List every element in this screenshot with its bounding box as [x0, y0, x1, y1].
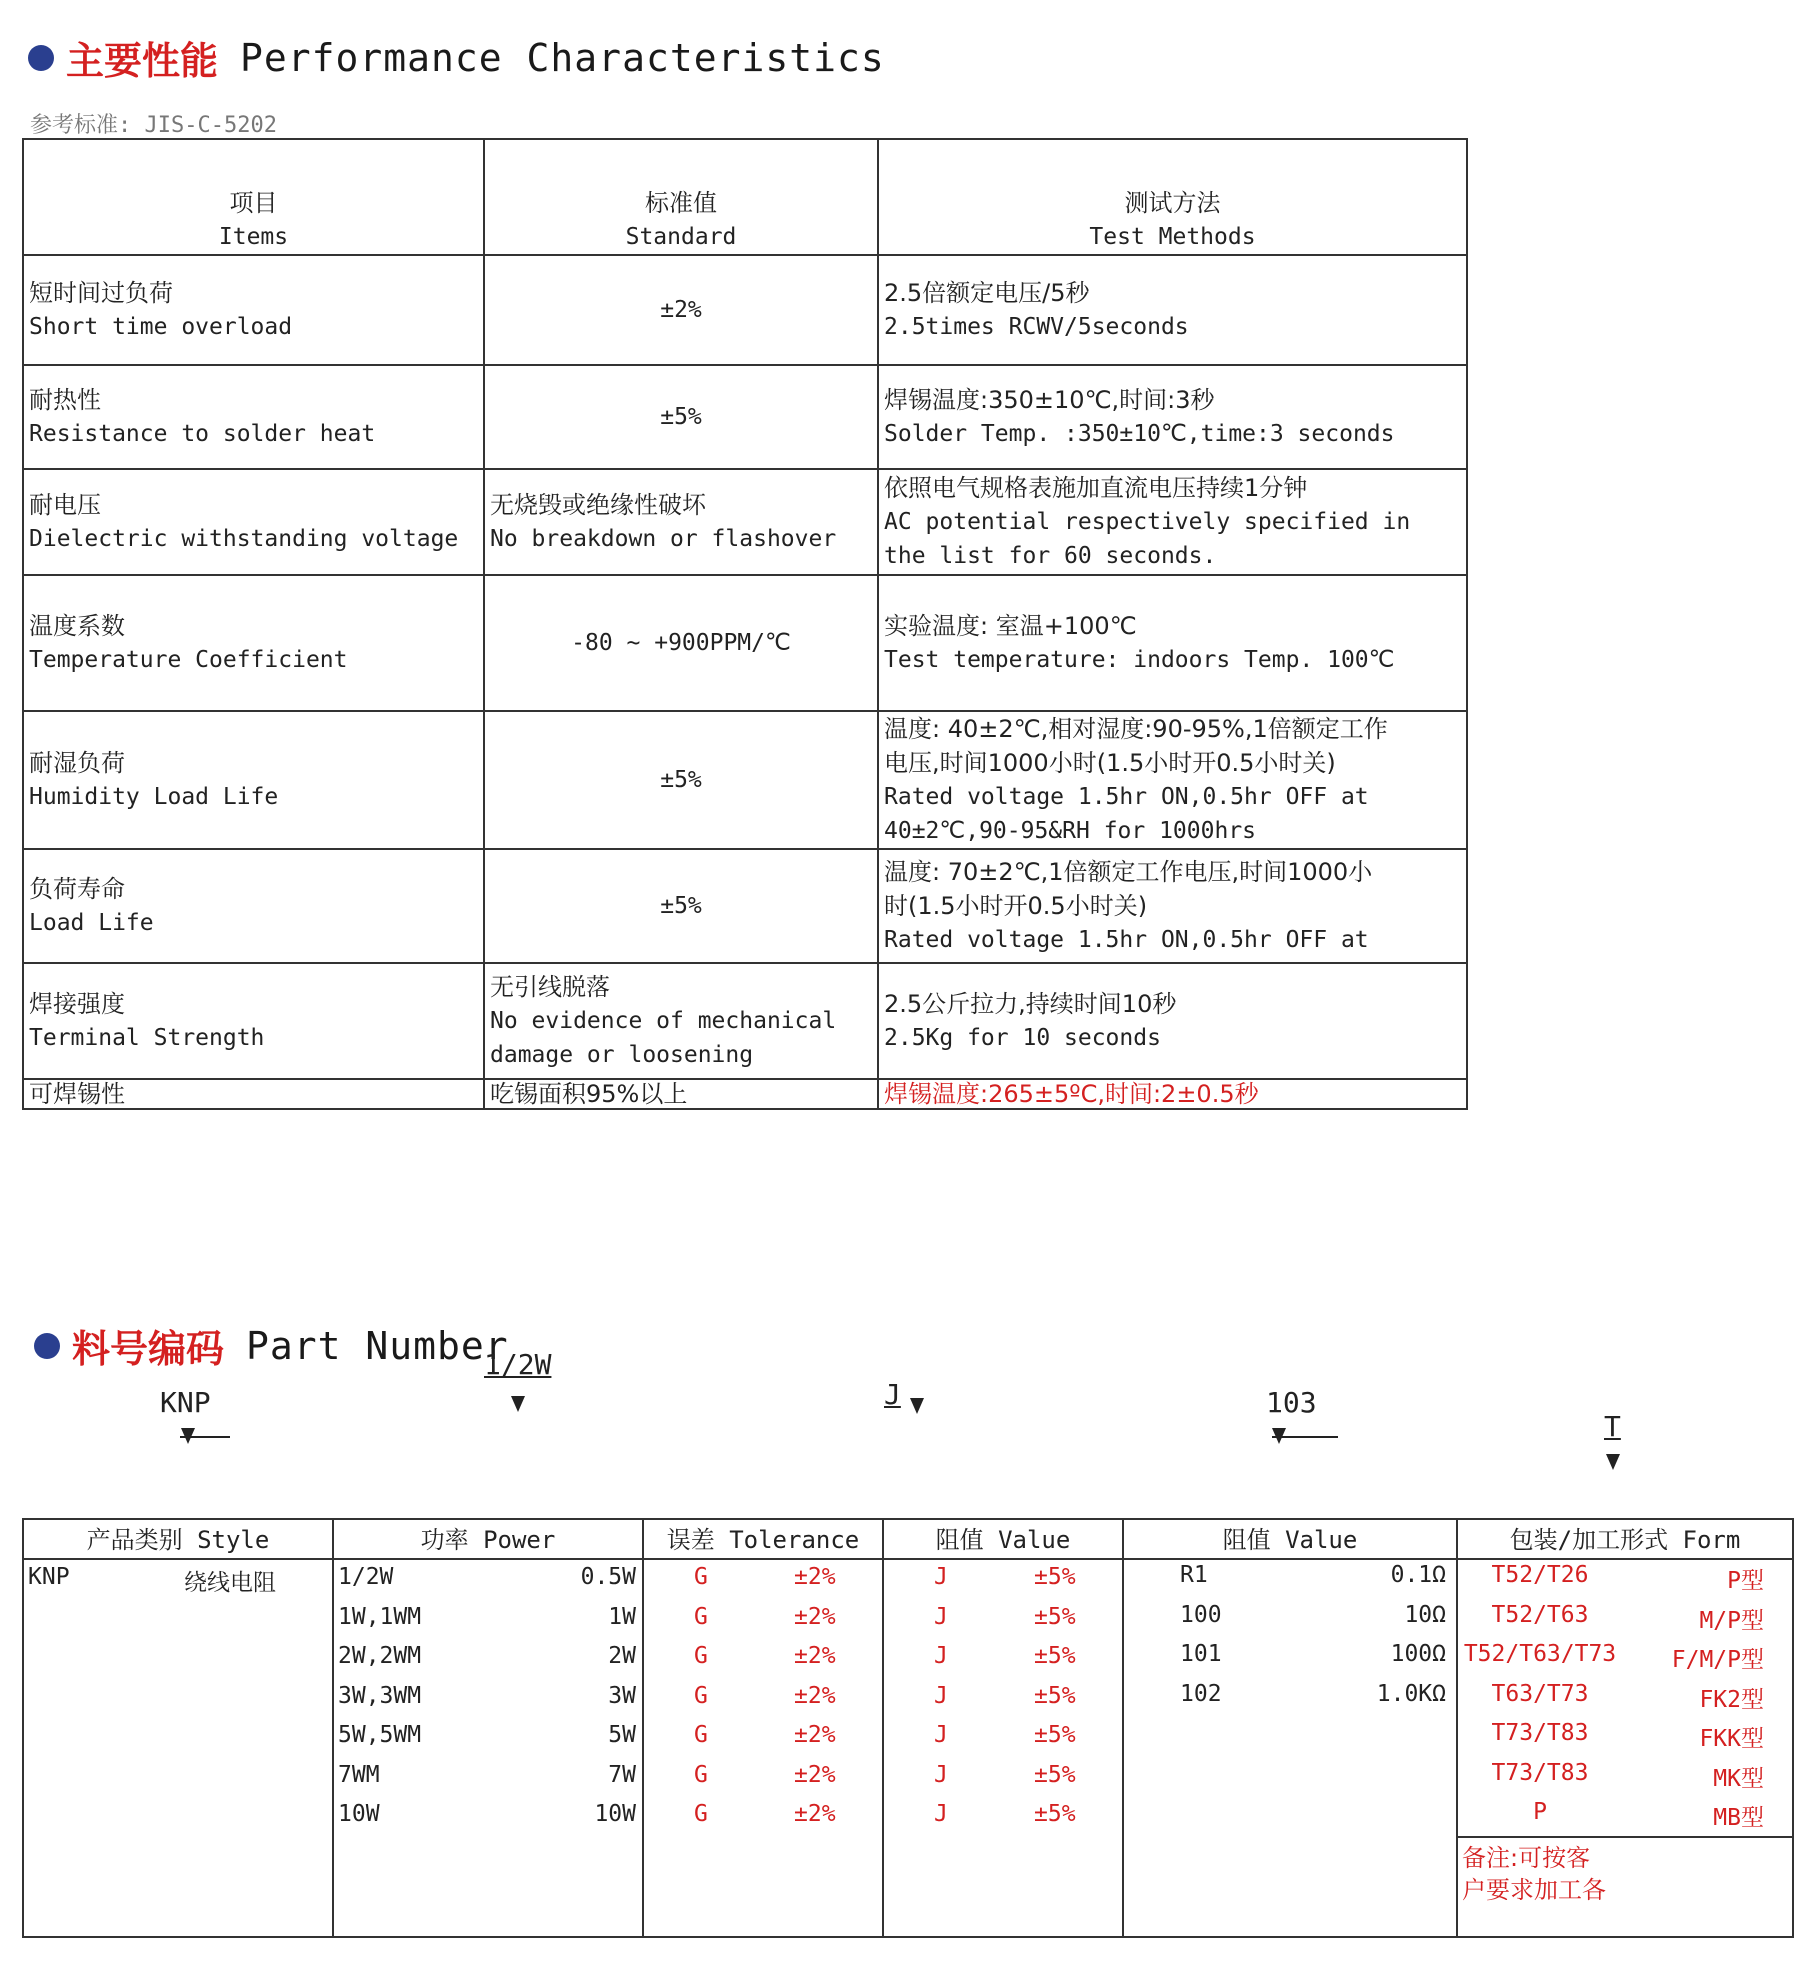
test-method-line: 电压,时间1000小时(1.5小时开0.5小时关)	[884, 749, 1336, 777]
style-header: 产品类别 Style	[24, 1520, 332, 1560]
header-test-methods	[878, 139, 1467, 255]
power-header: 功率 Power	[334, 1520, 642, 1560]
table-header-row	[23, 139, 1467, 255]
header-test-methods-en: Test Methods	[1089, 224, 1256, 250]
tolerance-code: G	[694, 1722, 708, 1748]
standard-cell	[484, 575, 878, 711]
test-method-line: 焊锡温度:265±5ºC,时间:2±0.5秒	[884, 1080, 1259, 1108]
style-code: KNP	[28, 1564, 70, 1590]
code-style-line	[180, 1436, 230, 1438]
test-method-line: Solder Temp. :350±10℃,time:3 seconds	[884, 421, 1395, 447]
test-method-line: 40±2℃,90-95&RH for 1000hrs	[884, 818, 1257, 844]
standard-cell	[484, 469, 878, 575]
item-name-en: Temperature Coefficient	[29, 647, 348, 673]
item-cell	[23, 575, 484, 711]
value-code: 101	[1180, 1641, 1222, 1667]
perf-title-cn: 主要性能	[66, 39, 219, 83]
standard-value: damage or loosening	[490, 1042, 754, 1068]
tolerance-value-header: 阻值 Value	[884, 1520, 1122, 1560]
test-method-line: Test temperature: indoors Temp. 100℃	[884, 647, 1395, 673]
test-method-line: Rated voltage 1.5hr ON,0.5hr OFF at	[884, 927, 1369, 953]
standard-value: 无烧毁或绝缘性破坏	[490, 491, 706, 519]
style-name: 绕线电阻	[184, 1570, 276, 1596]
item-cell	[23, 711, 484, 849]
tolerance-value: ±2%	[794, 1643, 836, 1669]
tolerance-value: ±2%	[794, 1761, 836, 1788]
code-form: T	[1604, 1410, 1621, 1443]
standard-value: 无引线脱落	[490, 973, 610, 1001]
item-name-en: Load Life	[29, 910, 154, 936]
header-items	[23, 139, 484, 255]
test-method-cell	[878, 575, 1467, 711]
item-name-cn: 短时间过负荷	[29, 279, 173, 307]
standard-cell	[484, 1079, 878, 1109]
code-value: 103	[1266, 1386, 1317, 1419]
test-method-cell	[878, 963, 1467, 1079]
tolerance2-code: J	[934, 1761, 948, 1788]
perf-section-title	[28, 30, 885, 85]
form-header: 包装/加工形式 Form	[1458, 1520, 1792, 1560]
table-row	[23, 365, 1467, 469]
power-value: 3W	[608, 1682, 636, 1709]
header-items-en: Items	[218, 224, 289, 250]
col-divider	[24, 1520, 334, 1936]
test-method-line: 2.5Kg for 10 seconds	[884, 1025, 1161, 1051]
standard-cell	[484, 711, 878, 849]
item-cell	[23, 963, 484, 1079]
col-divider	[882, 1520, 1124, 1936]
test-method-line: 温度: 70±2℃,1倍额定工作电压,时间1000小	[884, 858, 1373, 886]
value-ohms: 10Ω	[1404, 1601, 1446, 1628]
power-code: 3W,3WM	[338, 1682, 422, 1709]
power-code: 1/2W	[338, 1564, 394, 1590]
test-method-cell	[878, 469, 1467, 575]
tolerance-code: G	[694, 1643, 708, 1669]
test-method-line: 依照电气规格表施加直流电压持续1分钟	[884, 474, 1308, 502]
standard-value: ±5%	[660, 767, 702, 793]
value-code: 100	[1180, 1601, 1222, 1628]
arrow-down-icon	[1606, 1454, 1620, 1470]
table-row	[23, 849, 1467, 963]
tolerance-value: ±2%	[794, 1564, 836, 1590]
item-name-en: Humidity Load Life	[29, 784, 279, 810]
standard-value: ±2%	[660, 297, 702, 323]
part-number-table	[22, 1518, 1794, 1938]
test-method-line: 时(1.5小时开0.5小时关)	[884, 892, 1148, 920]
item-name-cn: 温度系数	[29, 612, 125, 640]
table-row	[23, 255, 1467, 365]
tolerance-code: G	[694, 1682, 708, 1709]
item-cell	[23, 255, 484, 365]
tolerance2-value: ±5%	[1034, 1564, 1076, 1590]
code-tolerance: J	[884, 1378, 901, 1411]
test-method-line: Rated voltage 1.5hr ON,0.5hr OFF at	[884, 784, 1369, 810]
power-value: 5W	[608, 1722, 636, 1748]
code-style: KNP	[160, 1386, 211, 1419]
value-code: 102	[1180, 1680, 1222, 1707]
test-method-line: 焊锡温度:350±10℃,时间:3秒	[884, 386, 1215, 414]
tolerance2-value: ±5%	[1034, 1682, 1076, 1709]
power-value: 0.5W	[580, 1564, 636, 1590]
form-type: MB型	[1713, 1805, 1764, 1831]
header-items-cn: 项目	[229, 189, 278, 217]
form-note-line-1: 备注:可按客	[1462, 1844, 1591, 1872]
tolerance2-code: J	[934, 1722, 948, 1748]
header-standard	[484, 139, 878, 255]
standard-cell	[484, 849, 878, 963]
tolerance2-value: ±5%	[1034, 1722, 1076, 1748]
code-value-line	[1272, 1436, 1338, 1438]
test-method-line: 温度: 40±2℃,相对湿度:90-95%,1倍额定工作	[884, 715, 1388, 743]
form-code: T73/T83	[1491, 1759, 1589, 1786]
test-method-line: 实验温度: 室温+100℃	[884, 612, 1137, 640]
pn-title-en: Part Number	[246, 1323, 509, 1368]
form-code: T52/T63	[1491, 1601, 1589, 1628]
item-name-cn: 负荷寿命	[29, 875, 125, 903]
test-method-cell	[878, 365, 1467, 469]
test-method-line: 2.5公斤拉力,持续时间10秒	[884, 990, 1177, 1018]
form-code: T52/T26	[1491, 1562, 1589, 1588]
power-value: 10W	[594, 1801, 636, 1827]
item-name-en: Short time overload	[29, 314, 293, 340]
form-code: T63/T73	[1491, 1680, 1589, 1707]
table-row	[23, 711, 1467, 849]
tolerance2-code: J	[934, 1643, 948, 1669]
table-row	[23, 963, 1467, 1079]
item-name-cn: 耐湿负荷	[29, 749, 125, 777]
power-code: 2W,2WM	[338, 1643, 422, 1669]
tolerance2-value: ±5%	[1034, 1603, 1076, 1630]
standard-cell	[484, 963, 878, 1079]
form-type: MK型	[1713, 1765, 1764, 1792]
test-method-line: 2.5倍额定电压/5秒	[884, 279, 1090, 307]
col-divider	[642, 1520, 884, 1936]
item-name-en: Terminal Strength	[29, 1025, 265, 1051]
standard-value: ±5%	[660, 404, 702, 430]
form-code: T73/T83	[1491, 1720, 1589, 1746]
item-name-cn: 耐热性	[29, 386, 101, 414]
tolerance2-value: ±5%	[1034, 1643, 1076, 1669]
tolerance2-value: ±5%	[1034, 1801, 1076, 1827]
tolerance2-code: J	[934, 1603, 948, 1630]
header-test-methods-cn: 测试方法	[1124, 189, 1221, 217]
form-code: T52/T63/T73	[1463, 1641, 1617, 1667]
form-type: M/P型	[1699, 1607, 1764, 1634]
table-row	[23, 575, 1467, 711]
tolerance-value: ±2%	[794, 1682, 836, 1709]
tolerance2-value: ±5%	[1034, 1761, 1076, 1788]
perf-title-en: Performance Characteristics	[240, 35, 885, 80]
item-cell	[23, 849, 484, 963]
value-ohms: 100Ω	[1390, 1641, 1446, 1667]
power-value: 2W	[608, 1643, 636, 1669]
standard-value: ±5%	[660, 893, 702, 919]
tolerance2-code: J	[934, 1564, 948, 1590]
value-ohms: 1.0KΩ	[1376, 1680, 1446, 1707]
value-code: R1	[1180, 1562, 1208, 1588]
test-method-line: 2.5times RCWV/5seconds	[884, 314, 1189, 340]
test-method-cell	[878, 711, 1467, 849]
form-type: F/M/P型	[1671, 1647, 1764, 1673]
value-ohms: 0.1Ω	[1390, 1562, 1446, 1588]
tolerance-value: ±2%	[794, 1603, 836, 1630]
table-row	[23, 469, 1467, 575]
power-value: 7W	[608, 1761, 636, 1788]
pn-section-title	[34, 1318, 509, 1373]
reference-standard: 参考标准: JIS-C-5202	[30, 113, 277, 138]
code-power: 1/2W	[484, 1348, 552, 1381]
form-type: FK2型	[1699, 1686, 1764, 1713]
power-code: 10W	[338, 1801, 380, 1827]
form-type: P型	[1727, 1568, 1764, 1594]
item-name-en: Dielectric withstanding voltage	[29, 526, 459, 552]
item-cell	[23, 365, 484, 469]
power-value: 1W	[608, 1603, 636, 1630]
tolerance-code: G	[694, 1761, 708, 1788]
bullet-icon	[34, 1333, 60, 1359]
item-name-cn: 可焊锡性	[29, 1080, 125, 1108]
standard-value: No evidence of mechanical	[490, 1008, 837, 1034]
header-standard-cn: 标准值	[645, 189, 717, 217]
test-method-line: AC potential respectively specified in	[884, 509, 1411, 535]
test-method-line: the list for 60 seconds.	[884, 543, 1217, 569]
value-header: 阻值 Value	[1124, 1520, 1456, 1560]
tolerance-header: 误差 Tolerance	[644, 1520, 882, 1560]
item-name-cn: 焊接强度	[29, 990, 125, 1018]
item-name-cn: 耐电压	[29, 491, 101, 519]
tolerance-value: ±2%	[794, 1722, 836, 1748]
header-standard-en: Standard	[625, 224, 737, 250]
bullet-icon	[28, 45, 54, 71]
standard-value: -80 ~ +900PPM/℃	[571, 630, 791, 656]
standard-cell	[484, 365, 878, 469]
tolerance-code: G	[694, 1801, 708, 1827]
test-method-cell	[878, 255, 1467, 365]
performance-table	[22, 138, 1468, 1110]
item-name-en: Resistance to solder heat	[29, 421, 376, 447]
tolerance-code: G	[694, 1603, 708, 1630]
power-code: 7WM	[338, 1761, 380, 1788]
standard-cell	[484, 255, 878, 365]
form-code: P	[1533, 1799, 1547, 1825]
form-divider	[1456, 1836, 1792, 1838]
arrow-down-icon	[910, 1398, 924, 1414]
table-row	[23, 1079, 1467, 1109]
arrow-down-icon	[511, 1396, 525, 1412]
test-method-cell	[878, 1079, 1467, 1109]
form-note-line-2: 户要求加工各	[1462, 1876, 1606, 1904]
item-cell	[23, 1079, 484, 1109]
power-code: 1W,1WM	[338, 1603, 422, 1630]
tolerance2-code: J	[934, 1801, 948, 1827]
power-code: 5W,5WM	[338, 1722, 422, 1748]
standard-value: 吃锡面积95%以上	[490, 1080, 688, 1108]
form-type: FKK型	[1699, 1726, 1764, 1752]
item-cell	[23, 469, 484, 575]
tolerance-value: ±2%	[794, 1801, 836, 1827]
standard-value: No breakdown or flashover	[490, 526, 837, 552]
test-method-cell	[878, 849, 1467, 963]
pn-title-cn: 料号编码	[72, 1327, 225, 1371]
tolerance-code: G	[694, 1564, 708, 1590]
tolerance2-code: J	[934, 1682, 948, 1709]
